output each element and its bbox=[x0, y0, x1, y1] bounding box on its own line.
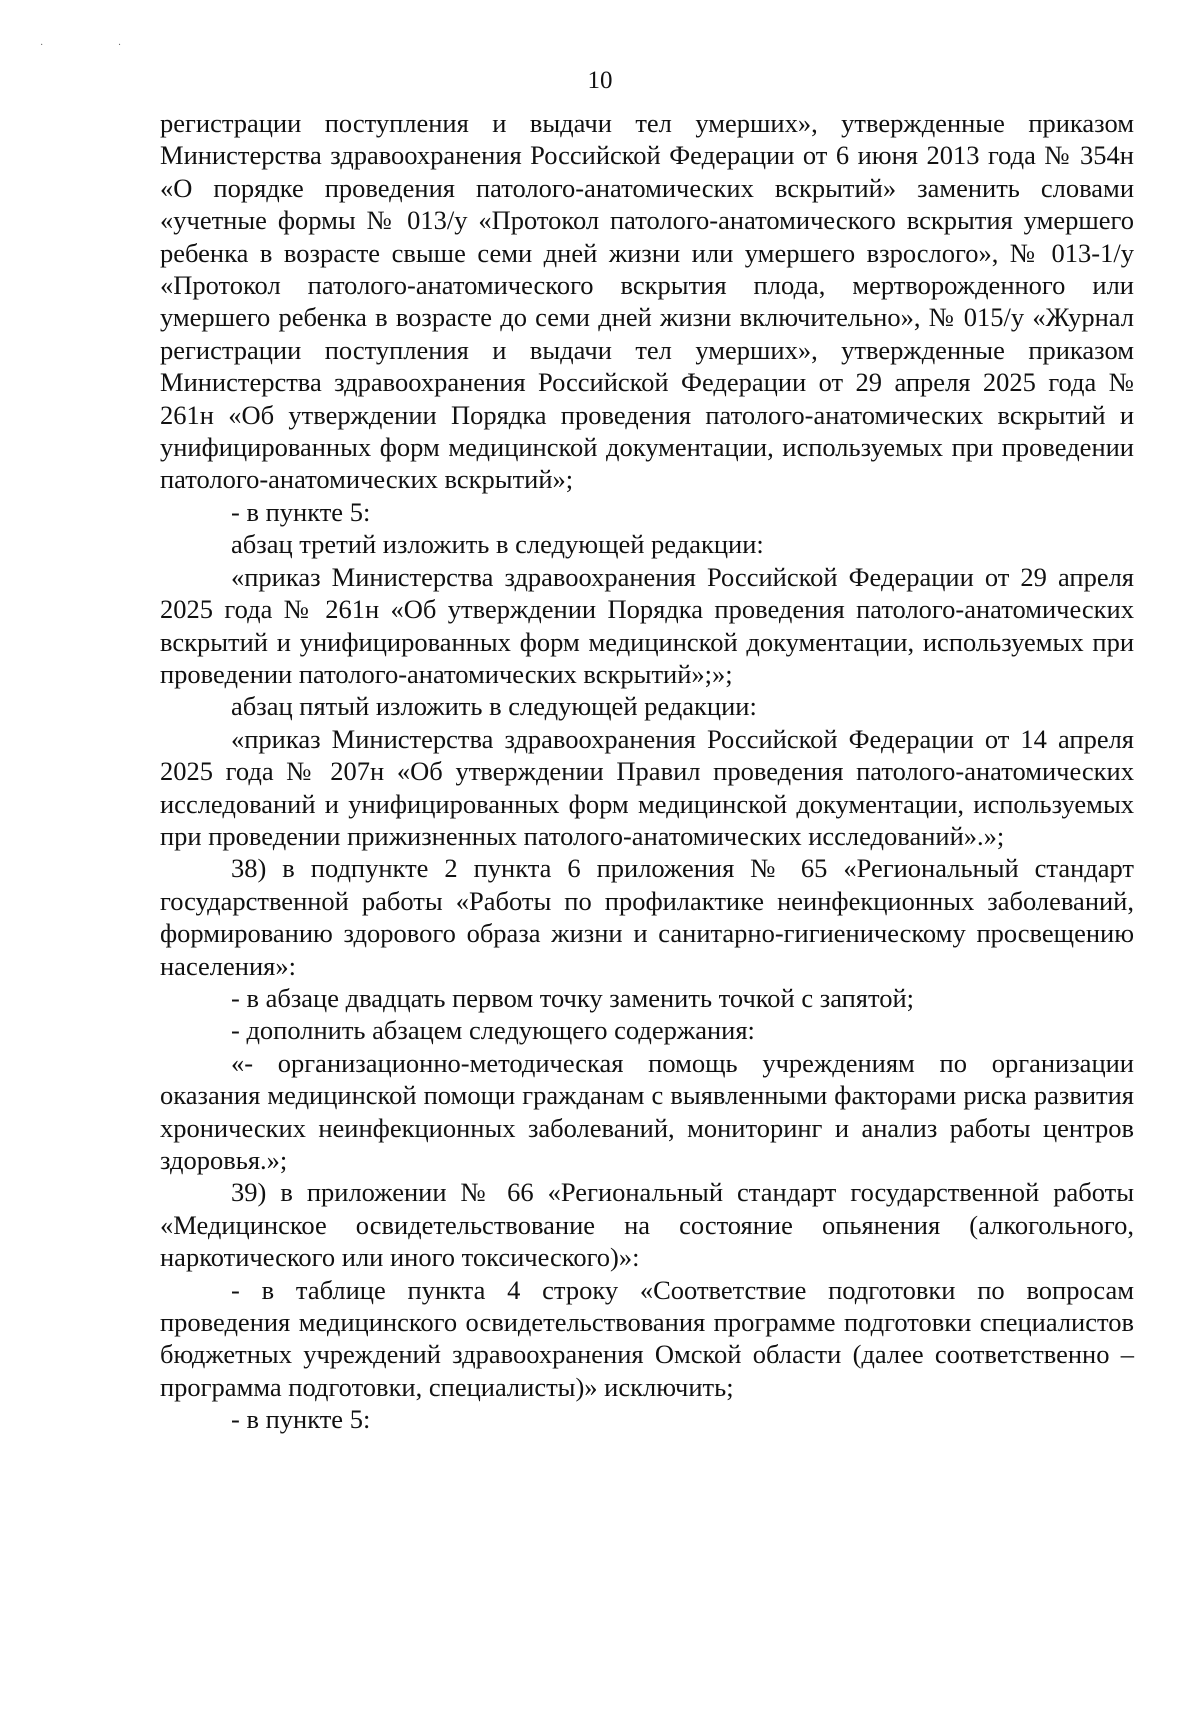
paragraph: абзац пятый изложить в следующей редакции: bbox=[231, 691, 757, 722]
paragraph: регистрации поступления и выдачи тел умерших», утвержденные приказом Министерства здравоохранения Российской Федерации от 6 июня 2013 года № 354н «О порядке проведения патолого-анатомических вскрытий» заменить словами «учетные формы № 013/у «Протокол патолого-анатомического вскрытия умершего ребенка в возрасте свыше семи дней жизни или умершего взрослого», № 013-1/у «Протокол патолого-анатомического вскрытия плода, мертворожденного или умершего ребенка в возрасте до семи дней жизни включительно», № 015/у «Журнал регистрации поступления и выдачи тел умерших», утвержденные приказом Министерства здравоохранения Российской Федерации от 29 апреля 2025 года № 261н «Об утверждении Порядка проведения патолого-анатомических вскрытий и унифицированных форм медицинской документации, используемых при проведении патолого-анатомических вскрытий»; bbox=[160, 108, 1134, 495]
paragraph: - в пункте 5: bbox=[231, 496, 371, 527]
paragraph: - в абзаце двадцать первом точку заменить точкой с запятой; bbox=[231, 982, 915, 1013]
paragraph: - в пункте 5: bbox=[231, 1404, 371, 1435]
paragraph: 39) в приложении № 66 «Региональный стандарт государственной работы «Медицинское освидетельствование на состояние опьянения (алкогольного, наркотического или иного токсического)»: bbox=[160, 1177, 1134, 1273]
paragraph: абзац третий изложить в следующей редакции: bbox=[231, 529, 764, 560]
paragraph: «- организационно-методическая помощь учреждениям по организации оказания медицинской помощи гражданам с выявленными факторами риска развития хронических неинфекционных заболеваний, мониторинг и анализ работы центров здоровья.»; bbox=[160, 1047, 1134, 1175]
paragraph: «приказ Министерства здравоохранения Российской Федерации от 29 апреля 2025 года № 261н «Об утверждении Порядка проведения патолого-анатомических вскрытий и унифицированных форм медицинской документации, используемых при проведении патолого-анатомических вскрытий»;»; bbox=[160, 561, 1134, 689]
page-number: 10 bbox=[587, 67, 613, 94]
document-body bbox=[160, 107, 1134, 1436]
paragraph: - в таблице пункта 4 строку «Соответствие подготовки по вопросам проведения медицинского освидетельствования программе подготовки специалистов бюджетных учреждений здравоохранения Омской области (далее соответственно – программа подготовки, специалисты)» исключить; bbox=[160, 1274, 1134, 1402]
paragraph: «приказ Министерства здравоохранения Российской Федерации от 14 апреля 2025 года № 207н «Об утверждении Правил проведения патолого-анатомических исследований и унифицированных форм медицинской документации, используемых при проведении прижизненных патолого-анатомических исследований».»; bbox=[160, 723, 1134, 851]
scan-specks: · · bbox=[40, 40, 158, 51]
paragraph: 38) в подпункте 2 пункта 6 приложения № 65 «Региональный стандарт государственной работы «Работы по профилактике неинфекционных заболеваний, формированию здорового образа жизни и санитарно-гигиеническому просвещению населения»: bbox=[160, 853, 1134, 981]
paragraph: - дополнить абзацем следующего содержания: bbox=[231, 1015, 755, 1046]
